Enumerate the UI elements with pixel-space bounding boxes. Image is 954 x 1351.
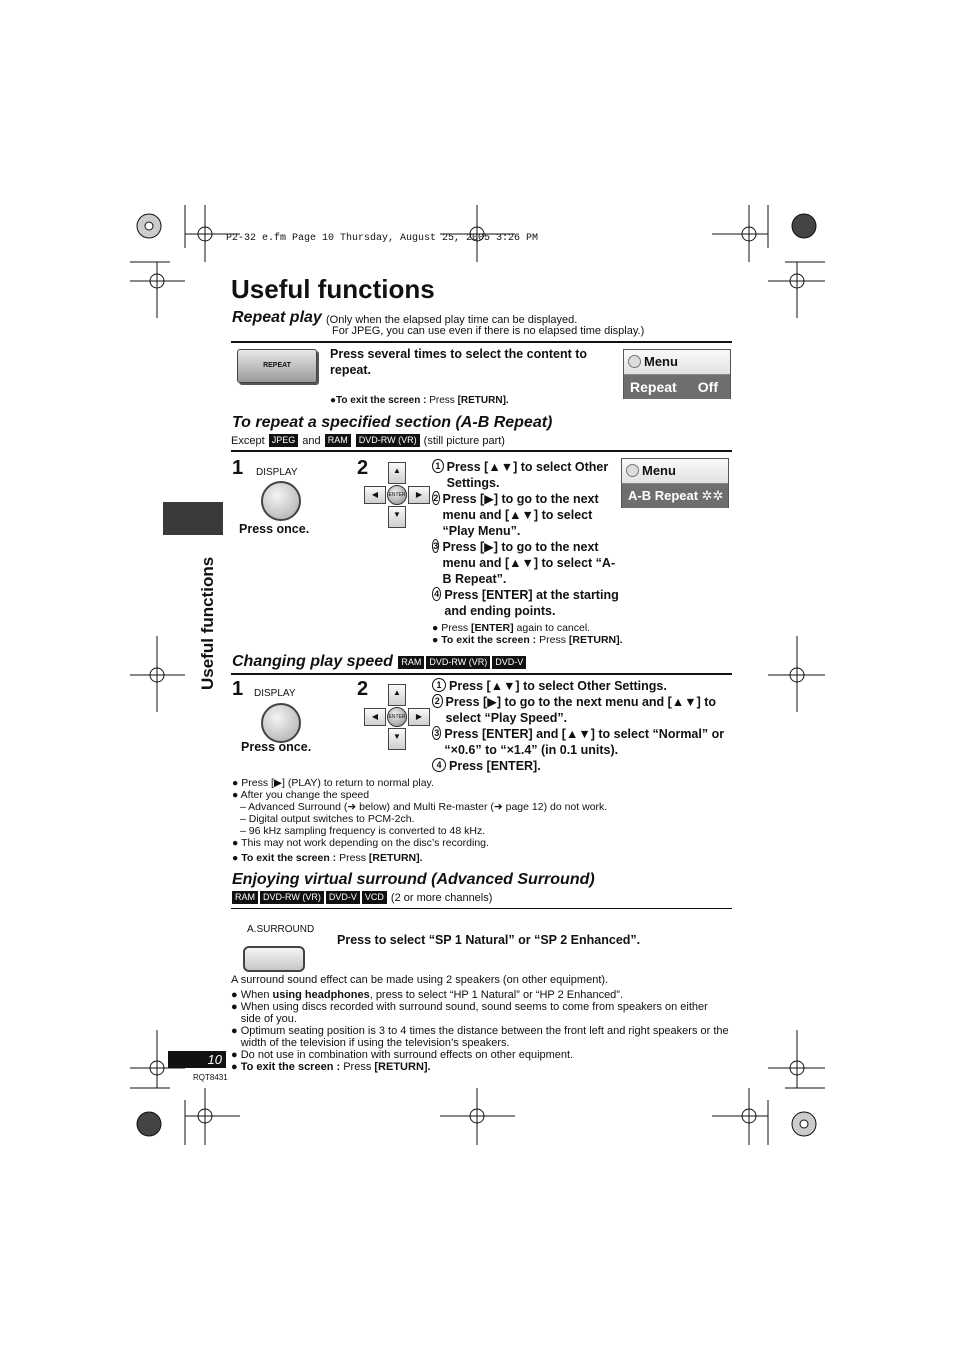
speed-note: – Digital output switches to PCM-2ch.: [240, 813, 415, 825]
display-button[interactable]: [261, 481, 301, 521]
speed-step-2: 2 Press [▶] to go to the next menu and [▲▼] to select “Play Speed”.: [432, 694, 727, 726]
surround-exit: ● To exit the screen : Press [RETURN].: [231, 1061, 431, 1073]
osd-menu-bar: [624, 350, 730, 375]
surround-note: ● When using discs recorded with surround sound, sound seems to come from speakers on either side of you.: [231, 1001, 708, 1025]
repeat-exit: ●To exit the screen : Press [RETURN].: [330, 395, 509, 406]
badge-vcd: VCD: [362, 891, 387, 904]
osd-repeat-item: Repeat: [630, 379, 677, 395]
doc-code: RQT8431: [193, 1073, 228, 1082]
badge-dvd-rw: DVD-RW (VR): [356, 434, 420, 447]
badge-ram: RAM: [325, 434, 351, 447]
display-button[interactable]: [261, 703, 301, 743]
step-2-number: 2: [357, 678, 369, 700]
osd-repeat-row: [624, 375, 730, 399]
ab-step-4: 4 Press [ENTER] at the starting and ending points.: [432, 587, 622, 619]
speed-heading: Changing play speed RAM DVD-RW (VR) DVD-V: [232, 653, 527, 671]
speed-note: ● This may not work depending on the disc’s recording.: [232, 837, 489, 849]
enter-button[interactable]: ENTER: [387, 485, 407, 505]
badge-dvd-v: DVD-V: [326, 891, 360, 904]
speed-step-4: 4 Press [ENTER].: [432, 758, 727, 774]
step-1-number: 1: [232, 457, 244, 479]
asurround-label: A.SURROUND: [247, 924, 315, 935]
badge-ram: RAM: [232, 891, 258, 904]
exit-label: To exit the screen :: [336, 395, 427, 406]
header-stamp: P2-32 e.fm Page 10 Thursday, August 25, 2005 3:26 PM: [226, 233, 539, 244]
repeat-note-2: For JPEG, you can use even if there is no elapsed time display.): [332, 325, 645, 337]
surround-disc-types: [231, 891, 492, 904]
speed-note: – 96 kHz sampling frequency is converted to 48 kHz.: [240, 825, 486, 837]
surround-note: ● Do not use in combination with surround effects on other equipment.: [231, 1049, 574, 1061]
side-tab-label: Useful functions: [198, 556, 217, 690]
up-arrow-icon[interactable]: ▲: [388, 684, 406, 706]
repeat-osd-screen: [623, 349, 731, 399]
osd-menu-label: Menu: [642, 463, 676, 478]
step-2-number: 2: [357, 457, 369, 479]
display-label: DISPLAY: [256, 467, 298, 478]
osd-menu-bar: [622, 459, 728, 484]
repeat-heading: Repeat play: [232, 309, 322, 326]
page-number: 10: [168, 1051, 226, 1068]
surround-note: ● Optimum seating position is 3 to 4 times the distance between the front left and right speakers or the width of the television if using the television’s speakers.: [231, 1025, 729, 1049]
osd-ab-row: A-B Repeat ✲✲: [622, 484, 728, 508]
osd-repeat-value: Off: [697, 379, 718, 395]
exit-text: Press: [429, 395, 455, 406]
dpad[interactable]: [364, 684, 430, 748]
step-1-number: 1: [232, 678, 244, 700]
repeat-instruction: Press several times to select the content to repeat.: [330, 347, 588, 377]
speed-step-1: 1 Press [▲▼] to select Other Settings.: [432, 678, 727, 694]
speed-notes: [232, 777, 607, 849]
menu-icon: [626, 464, 639, 477]
surround-instruction: Press to select “SP 1 Natural” or “SP 2 Enhanced”.: [337, 933, 641, 947]
tail-text: (2 or more channels): [390, 892, 493, 904]
speed-note: ● Press [▶] (PLAY) to return to normal play.: [232, 777, 434, 789]
surround-note: ● When using headphones, press to select “HP 1 Natural” or “HP 2 Enhanced”.: [231, 989, 624, 1001]
ab-step-3: 3 Press [▶] to go to the next menu and [▲▼] to select “A-B Repeat”.: [433, 540, 616, 586]
badge-dvd-v: DVD-V: [492, 656, 526, 669]
down-arrow-icon[interactable]: ▼: [388, 506, 406, 528]
tail-text: (still picture part): [423, 435, 505, 447]
ab-note-cancel: ● Press [ENTER] again to cancel.: [432, 622, 591, 634]
badge-dvd-rw: DVD-RW (VR): [260, 891, 324, 904]
divider: [231, 908, 732, 909]
left-arrow-icon[interactable]: ◀: [364, 486, 386, 504]
ab-step-1: 1 Press [▲▼] to select Other Settings.: [432, 459, 622, 491]
right-arrow-icon[interactable]: ▶: [408, 708, 430, 726]
page-title: Useful functions: [231, 274, 435, 304]
speed-step-3: 3 Press [ENTER] and [▲▼] to select “Normal” or “×0.6” to “×1.4” (in 0.1 units).: [432, 726, 727, 758]
ab-disc-types: [231, 434, 505, 447]
badge-ram: RAM: [398, 656, 424, 669]
right-arrow-icon[interactable]: ▶: [408, 486, 430, 504]
dpad[interactable]: [364, 462, 430, 526]
press-once: Press once.: [239, 522, 310, 536]
repeat-button-label: REPEAT: [263, 362, 291, 369]
enter-button[interactable]: ENTER: [387, 707, 407, 727]
side-tab-block: [163, 502, 223, 535]
ab-heading: To repeat a specified section (A-B Repeat): [232, 414, 553, 431]
divider: [231, 673, 732, 675]
osd-menu-label: Menu: [644, 354, 678, 369]
surround-notes: [231, 989, 731, 1073]
and-text: and: [302, 435, 321, 447]
except-text: Except: [231, 435, 265, 447]
display-label: DISPLAY: [254, 688, 296, 699]
divider: [231, 341, 732, 343]
speed-note: – Advanced Surround (➜ below) and Multi Re-master (➜ page 12) do not work.: [240, 801, 608, 813]
speed-exit: ● To exit the screen : Press [RETURN].: [232, 852, 423, 864]
asurround-button[interactable]: [243, 946, 305, 972]
ab-step-list: [432, 459, 622, 619]
up-arrow-icon[interactable]: ▲: [388, 462, 406, 484]
press-once: Press once.: [241, 740, 312, 754]
repeat-button[interactable]: [237, 349, 317, 383]
ab-osd-screen: [621, 458, 729, 508]
down-arrow-icon[interactable]: ▼: [388, 728, 406, 750]
left-arrow-icon[interactable]: ◀: [364, 708, 386, 726]
speed-note: ● After you change the speed: [232, 789, 370, 801]
divider: [231, 450, 732, 452]
speed-step-list: [432, 678, 727, 774]
ab-exit: ● To exit the screen : Press [RETURN].: [432, 634, 623, 646]
ab-step-2: 2 Press [▶] to go to the next menu and [▲▼] to select “Play Menu”.: [433, 492, 599, 538]
surround-intro: A surround sound effect can be made using 2 speakers (on other equipment).: [231, 974, 609, 986]
repeat-note-1: (Only when the elapsed play time can be displayed.: [326, 314, 578, 326]
menu-icon: [628, 355, 641, 368]
badge-dvd-rw: DVD-RW (VR): [426, 656, 490, 669]
exit-key: [RETURN].: [457, 395, 509, 406]
surround-heading: Enjoying virtual surround (Advanced Surround): [232, 871, 595, 888]
badge-jpeg: JPEG: [269, 434, 299, 447]
